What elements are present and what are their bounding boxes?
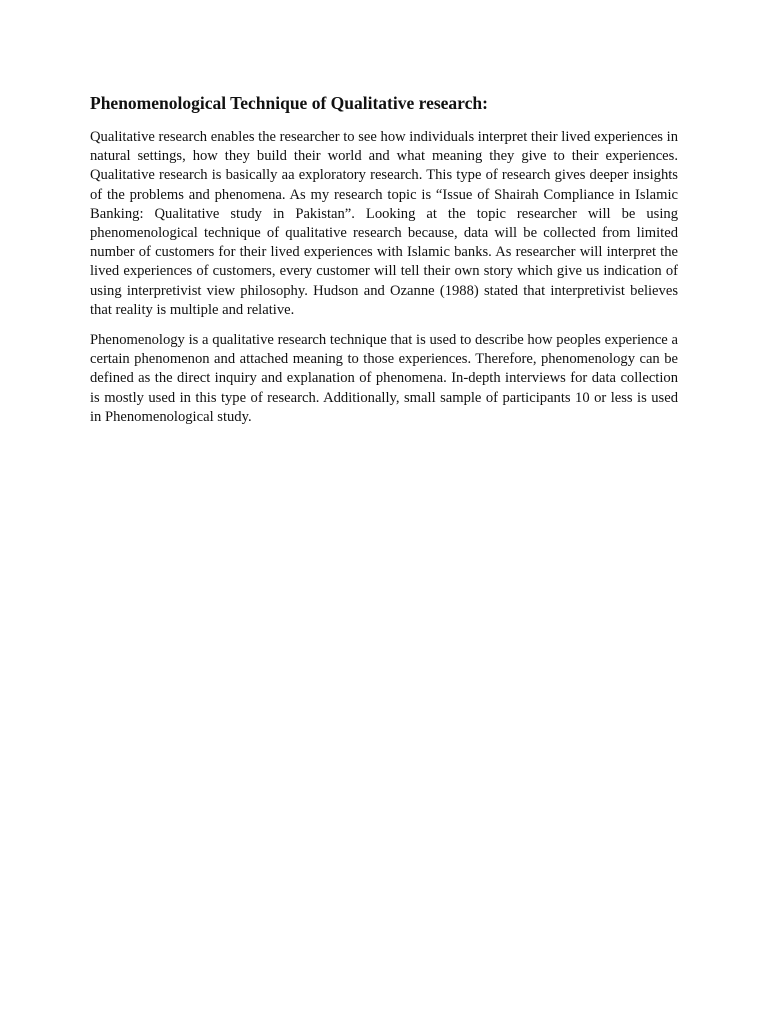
- document-title: Phenomenological Technique of Qualitative research:: [90, 93, 488, 113]
- paragraph-phenomenology: Phenomenology is a qualitative research technique that is used to describe how peoples experience a certain phenomenon and attached meaning to those experiences. Therefore, phenomenology can be defined as the direct inquiry and explanation of phenomena. In-depth interviews for data collection is mostly used in this type of research. Additionally, small sample of participants 10 or less is used in Phenomenological study.: [90, 332, 678, 425]
- paragraph-intro: Qualitative research enables the researcher to see how individuals interpret their lived experiences in natural settings, how they build their world and what meaning they give to their experiences. Qualitative research is basically aa exploratory research. This type of research gives deeper insights of the problems and phenomena. As my research topic is “Issue of Shairah Compliance in Islamic Banking: Qualitative study in Pakistan”. Looking at the topic researcher will be using phenomenological technique of qualitative research because, data will be collected from limited number of customers for their lived experiences with Islamic banks. As researcher will interpret the lived experiences of customers, every customer will tell their own story which give us indication of using interpretivist view philosophy. Hudson and Ozanne (1988) stated that interpretivist believes that reality is multiple and relative.: [90, 129, 678, 318]
